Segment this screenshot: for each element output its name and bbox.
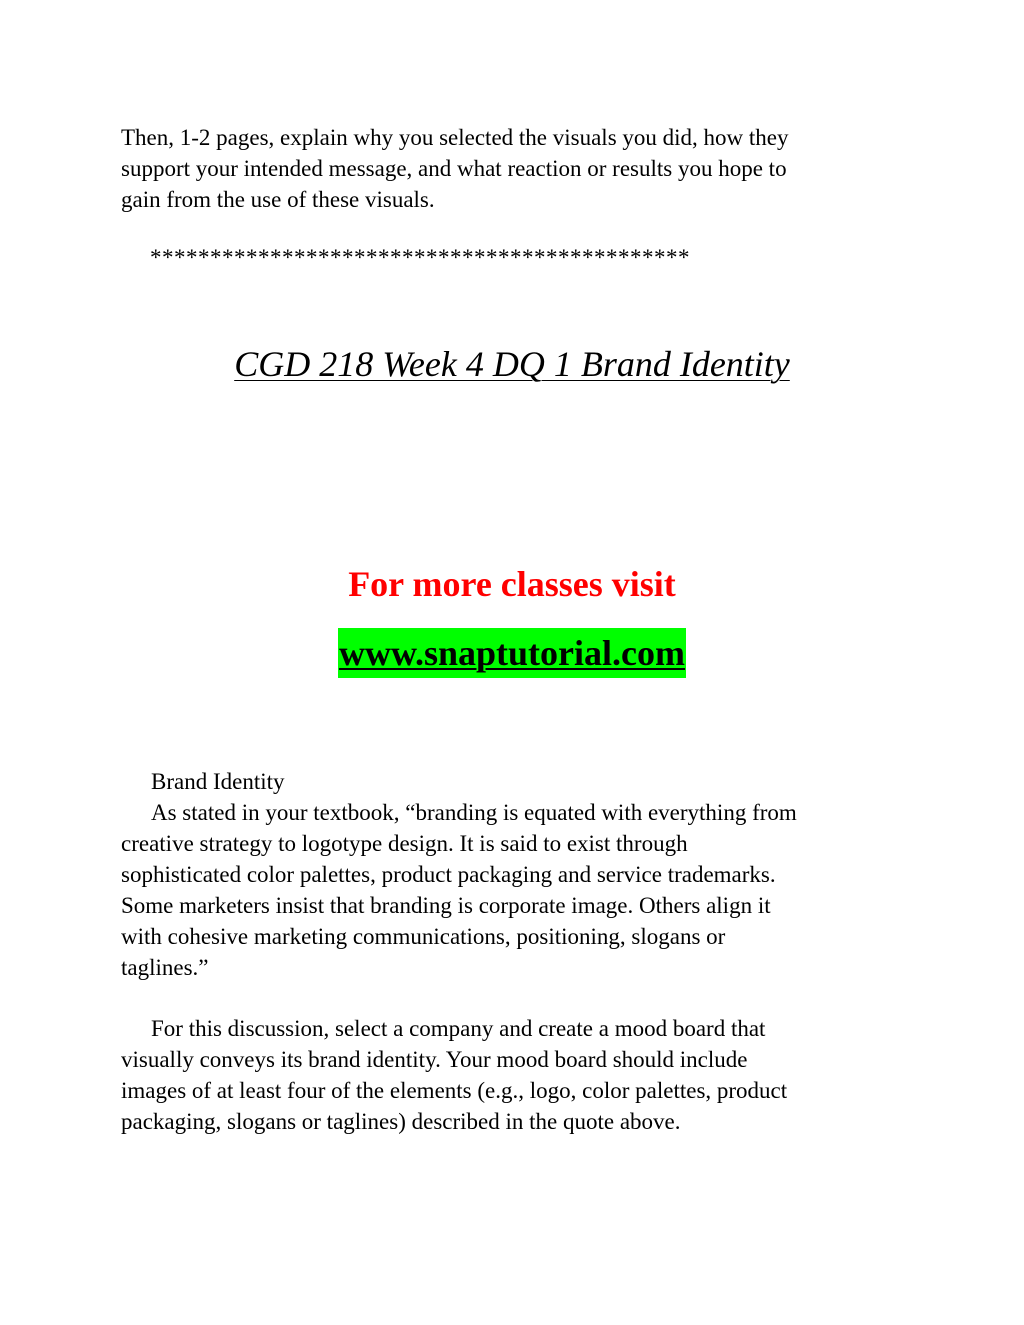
body-section bbox=[121, 766, 921, 983]
discussion-paragraph bbox=[121, 1013, 921, 1137]
promo-text: For more classes visit bbox=[348, 564, 676, 604]
discussion-line: images of at least four of the elements (e.g., logo, color palettes, product bbox=[121, 1078, 788, 1103]
intro-paragraph bbox=[121, 122, 921, 215]
quote-line: sophisticated color palettes, product packaging and service trademarks. bbox=[121, 862, 776, 887]
quote-line: As stated in your textbook, “branding is equated with everything from bbox=[151, 800, 797, 825]
discussion-line: visually conveys its brand identity. Your mood board should include bbox=[121, 1047, 748, 1072]
intro-line: gain from the use of these visuals. bbox=[121, 187, 435, 212]
intro-line: Then, 1-2 pages, explain why you selected the visuals you did, how they bbox=[121, 125, 789, 150]
quote-line: taglines.” bbox=[121, 955, 209, 980]
quote-line: with cohesive marketing communications, positioning, slogans or bbox=[121, 924, 726, 949]
website-link[interactable]: www.snaptutorial.com bbox=[338, 628, 686, 678]
intro-line: support your intended message, and what reaction or results you hope to bbox=[121, 156, 787, 181]
quote-line: creative strategy to logotype design. It is said to exist through bbox=[121, 831, 688, 856]
discussion-line: For this discussion, select a company and create a mood board that bbox=[151, 1016, 766, 1041]
promo-link-wrapper bbox=[0, 628, 1024, 678]
quote-line: Some marketers insist that branding is corporate image. Others align it bbox=[121, 893, 771, 918]
section-subheading: Brand Identity bbox=[151, 769, 285, 794]
page-title: CGD 218 Week 4 DQ 1 Brand Identity bbox=[234, 344, 790, 384]
separator-stars: ********************************************* bbox=[150, 245, 690, 270]
discussion-line: packaging, slogans or taglines) described in the quote above. bbox=[121, 1109, 681, 1134]
